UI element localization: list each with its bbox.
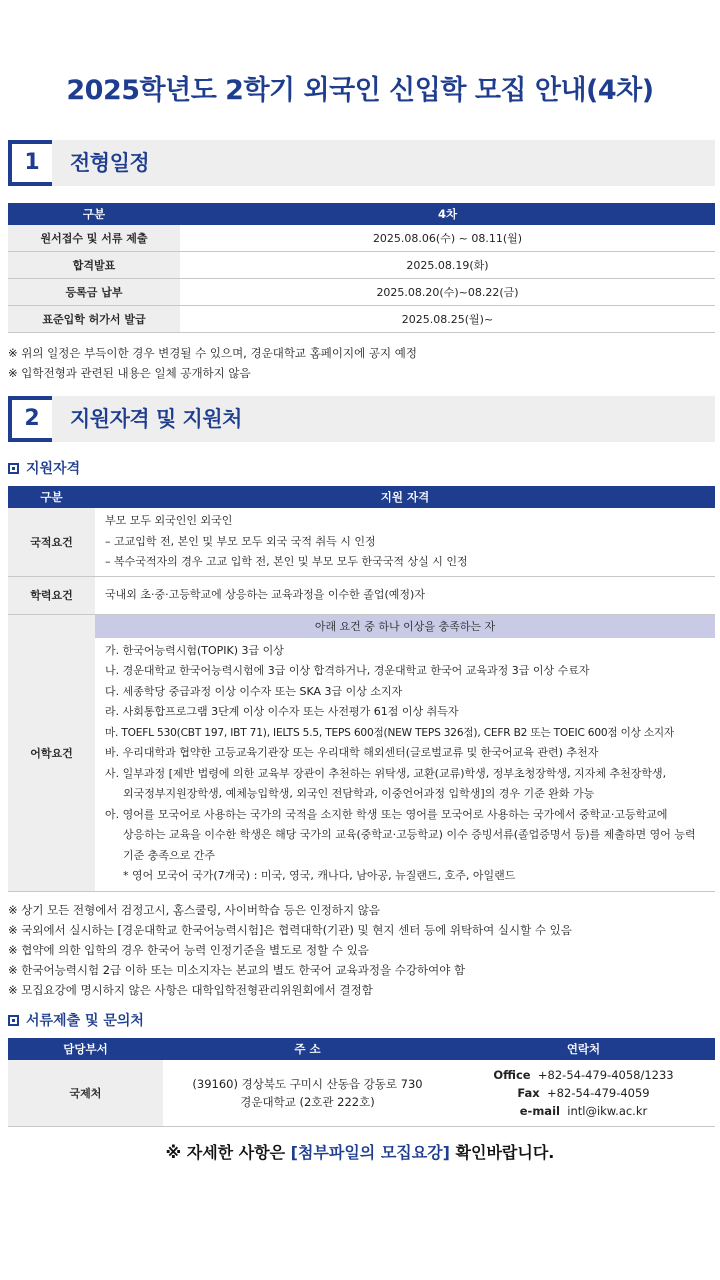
page-title: 2025학년도 2학기 외국인 신입학 모집 안내(4차) xyxy=(66,75,654,106)
section-title: 전형일정 xyxy=(70,151,150,175)
row-value: 2025.08.06(수) ~ 08.11(월) xyxy=(180,225,715,251)
note: ※ 협약에 의한 입학의 경우 한국어 능력 인정기준을 별도로 정할 수 있음 xyxy=(8,943,369,957)
row-value: 2025.08.25(월)~ xyxy=(180,305,715,332)
note: ※ 상기 모든 전형에서 검정고시, 홈스쿨링, 사이버학습 등은 인정하지 않음 xyxy=(8,903,381,917)
contact-cell: Office +82-54-479-4058/1233 Fax +82-54-479-4059 e-mail intl@ikw.ac.kr xyxy=(452,1060,715,1126)
row-label: 국적요건 xyxy=(8,508,95,576)
table-header: 담당부서 xyxy=(8,1038,163,1060)
schedule-table xyxy=(8,203,715,333)
table-row xyxy=(8,225,715,251)
schedule-notes xyxy=(8,343,417,383)
row-value: 2025.08.20(수)~08.22(금) xyxy=(180,278,715,305)
qualification-notes xyxy=(8,900,572,1000)
qualification-table xyxy=(8,486,715,892)
section-number: 1 xyxy=(8,140,52,186)
note: ※ 위의 일정은 부득이한 경우 변경될 수 있으며, 경운대학교 홈페이지에 공지 예정 xyxy=(8,346,417,360)
table-header: 주 소 xyxy=(163,1038,452,1060)
table-row xyxy=(8,614,715,891)
row-value: 부모 모두 외국인인 외국인 – 고교입학 전, 본인 및 부모 모두 외국 국적 취득 시 인정 – 복수국적자의 경우 고교 입학 전, 본인 및 부모 모두 한국국적 상실 시 인정 xyxy=(95,508,715,576)
row-label: 표준입학 허가서 발급 xyxy=(8,305,180,332)
note: ※ 입학전형과 관련된 내용은 일체 공개하지 않음 xyxy=(8,366,251,380)
table-header: 연락처 xyxy=(452,1038,715,1060)
row-value: 2025.08.19(화) xyxy=(180,251,715,278)
attachment-highlight: [첨부파일의 모집요강] xyxy=(290,1143,450,1162)
square-bullet-icon xyxy=(8,1015,19,1026)
table-row xyxy=(8,251,715,278)
row-label: 어학요건 xyxy=(8,614,95,891)
section-title: 지원자격 및 지원처 xyxy=(70,407,242,431)
address-cell: (39160) 경상북도 구미시 산동읍 강동로 730 경운대학교 (2호관 222호) xyxy=(163,1060,452,1126)
section-header-qualification xyxy=(8,396,715,442)
email-link[interactable]: intl@ikw.ac.kr xyxy=(567,1103,648,1118)
section-header-schedule xyxy=(8,140,715,186)
row-value: 국내외 초·중·고등학교에 상응하는 교육과정을 이수한 졸업(예정)자 xyxy=(95,576,715,614)
dept-cell: 국제처 xyxy=(8,1060,163,1126)
table-header: 구분 xyxy=(8,203,180,225)
language-subheader: 아래 요건 중 하나 이상을 충족하는 자 xyxy=(95,615,715,638)
row-value: 아래 요건 중 하나 이상을 충족하는 자 가. 한국어능력시험(TOPIK) 3급 이상 나. 경운대학교 한국어능력시험에 3급 이상 합격하거나, 경운대학교 한국어 교육과정 3급 이상 수료자 다. 세종학당 중급과정 이상 이수자 또는 SKA 3급 이상 소지자 라. 사회통합프로그램 3단계 이상 이수자 또는 사전평가 61점 이상 취득자 마. TOEFL 530(CBT 197, IBT 71), IELTS 5.5, TEPS 600점(NEW TEPS 326점), CEFR B2 또는 TOEIC 600점 이상 소지자 바. 우리대학과 협약한 고등교육기관장 또는 우리대학 해외센터(글로벌교류 및 한국어교육 관련) 추천자 사. 일부과정 [제반 법령에 의한 교육부 장관이 추천하는 위탁생, 교환(교류)학생, 정부초청장학생, 지자체 추천장학생, 외국정부지원장학생, 예체능입학생, 외국인 전담학과, 이중언어과정 입학생]의 경우 기준 완화 가능 아. 영어를 모국어로 사용하는 국가의 국적을 소지한 학생 또는 영어를 모국어로 사용하는 국가에서 중학교·고등학교에 상응하는 교육을 이수한 학생은 해당 국가의 교육(중학교·고등학교) 이수 증빙서류(졸업증명서 등)를 제출하면 영어 능력 기준 충족으로 간주 * 영어 모국어 국가(7개국) : 미국, 영국, 캐나다, 남아공, 뉴질랜드, 호주, 아일랜드 xyxy=(95,614,715,891)
note: ※ 국외에서 실시하는 [경운대학교 한국어능력시험]은 협력대학(기관) 및 현지 센터 등에 위탁하여 실시할 수 있음 xyxy=(8,923,572,937)
subsection-contact: 서류제출 및 문의처 xyxy=(8,1010,144,1030)
note: ※ 한국어능력시험 2급 이하 또는 미소지자는 본교의 별도 한국어 교육과정을 수강하여야 함 xyxy=(8,963,466,977)
row-label: 합격발표 xyxy=(8,251,180,278)
row-label: 원서접수 및 서류 제출 xyxy=(8,225,180,251)
contact-table xyxy=(8,1038,715,1127)
table-header: 구분 xyxy=(8,486,95,508)
table-row xyxy=(8,576,715,614)
footer-notice: ※ 자세한 사항은 [첨부파일의 모집요강] 확인바랍니다. xyxy=(165,1143,555,1162)
note: ※ 모집요강에 명시하지 않은 사항은 대학입학전형관리위원회에서 결정함 xyxy=(8,983,373,997)
table-row xyxy=(8,508,715,576)
row-label: 학력요건 xyxy=(8,576,95,614)
row-label: 등록금 납부 xyxy=(8,278,180,305)
square-bullet-icon xyxy=(8,463,19,474)
table-header: 지원 자격 xyxy=(95,486,715,508)
table-row xyxy=(8,278,715,305)
subsection-qualification: 지원자격 xyxy=(8,458,80,478)
section-number: 2 xyxy=(8,396,52,442)
table-row xyxy=(8,305,715,332)
table-header: 4차 xyxy=(180,203,715,225)
table-row xyxy=(8,1060,715,1126)
